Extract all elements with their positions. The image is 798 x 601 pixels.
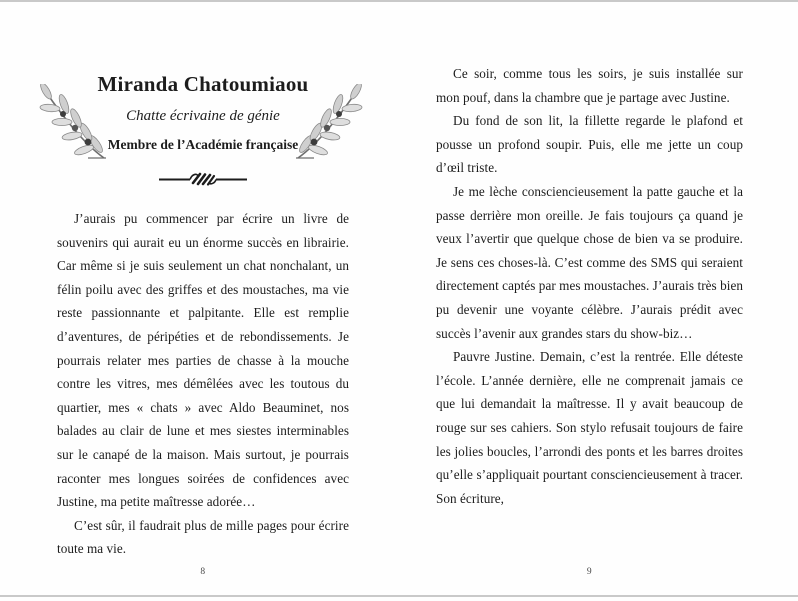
paragraph: Je me lèche consciencieusement la patte gauche et la passe derrière mon oreille. Je fais toujours ça quand je veux l’avertir que quelque chose de bien va se produire. Je sens ces choses-là. C’est comme des SMS qui seraient directement captés par mes moustaches. J’aurais très bien pu devenir une voyante célèbre. J’aurais prédit avec succès l’avenir aux grandes stars du show-biz… [436, 183, 743, 341]
section-divider [57, 170, 349, 193]
paragraph: Ce soir, comme tous les soirs, je suis installée sur mon pouf, dans la chambre que je partage avec Justine. [436, 66, 743, 105]
left-page-text [57, 207, 349, 561]
paragraph: Du fond de son lit, la fillette regarde le plafond et pousse un profond soupir. Puis, elle me jette un coup d’œil triste. [436, 113, 743, 176]
author-membership: Membre de l’Académie française [107, 137, 299, 152]
author-header [57, 72, 349, 153]
paragraph: Pauvre Justine. Demain, c’est la rentrée. Elle déteste l’école. L’année dernière, elle ne comprenait jamais ce que lui demandait la maîtresse. Il y avait beaucoup de rouge sur ses cahiers. Son stylo refusait toujours de faire les jolies boucles, l’arrondi des ponts et les barres droites qu’elle s’appliquait pourtant consciencieusement à tracer. Son écriture, [436, 349, 743, 506]
bottom-border [0, 595, 798, 597]
rope-twist-divider-icon [157, 170, 249, 188]
right-page-text [436, 62, 743, 510]
top-border [0, 0, 798, 2]
paragraph: C’est sûr, il faudrait plus de mille pages pour écrire toute ma vie. [57, 517, 349, 557]
paragraph: J’aurais pu commencer par écrire un livre de souvenirs qui aurait eu un énorme succès en librairie. Car même si je suis seulement un chat nonchalant, un félin poilu avec des griffes et des moustaches, ma vie reste passionnante et palpitante. Elle est remplie d’aventures, de péripéties et de rebondissements. Je pourrais relater mes parties de chasse à la mouche contre les vitres, mes démêlées avec les toutous du quartier, mes « chats » avec Aldo Beauminet, nos balades au clair de lune et mes siestes interminables sur le canapé de la maison. Mais surtout, je pourrais raconter mes longues soirées de confidences avec Justine, ma petite maîtresse adorée… [57, 211, 349, 510]
page-number-right: 9 [586, 567, 593, 577]
page-number-left: 8 [200, 567, 206, 577]
author-subtitle: Chatte écrivaine de génie [126, 108, 280, 124]
author-name: Miranda Chatoumiaou [97, 72, 309, 96]
